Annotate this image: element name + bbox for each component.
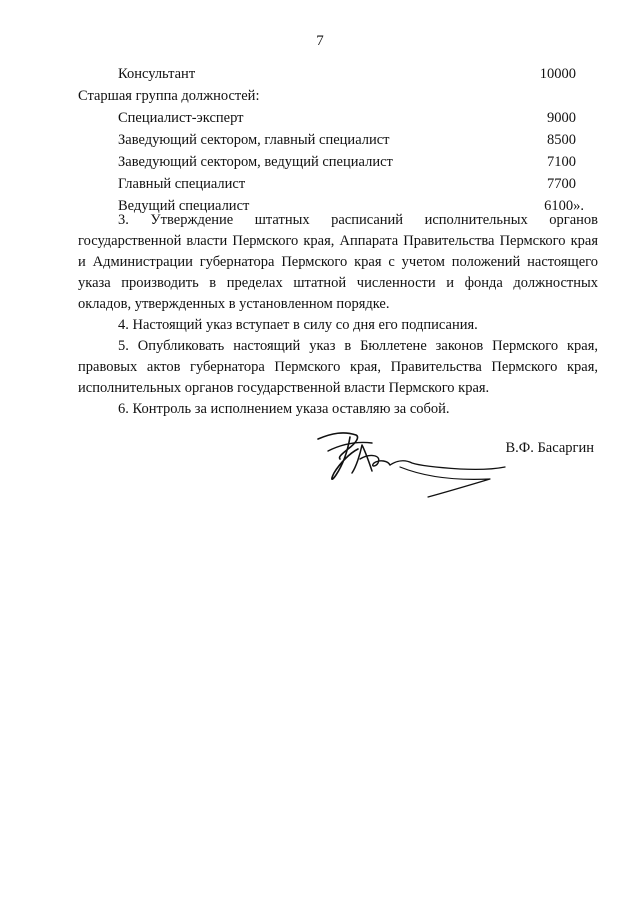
- position-label: Консультант: [118, 66, 196, 82]
- position-salary: 10000: [539, 66, 576, 82]
- position-label: Специалист-эксперт: [118, 110, 244, 126]
- group-heading: Старшая группа должностей:: [78, 88, 260, 104]
- position-salary: 7700: [547, 176, 576, 192]
- position-label: Главный специалист: [118, 176, 246, 192]
- paragraph-3: [78, 210, 598, 315]
- paragraph-text: 5. Опубликовать настоящий указ в Бюллетене законов Пермского края, правовых актов губернатора Пермского края, Правительства Пермского края, исполнительных органов государственной власти Пермского края.: [78, 338, 598, 396]
- table-row: [78, 129, 584, 151]
- group-heading-row: [78, 85, 584, 107]
- handwritten-signature: [300, 423, 510, 503]
- position-salary: 9000: [547, 110, 576, 126]
- salary-table: [78, 63, 584, 217]
- position-label: Ведущий специалист: [118, 198, 250, 214]
- paragraph-text: 6. Контроль за исполнением указа оставляю за собой.: [118, 401, 450, 417]
- position-label: Заведующий сектором, главный специалист: [118, 132, 390, 148]
- page-number: 7: [316, 33, 324, 49]
- position-salary: 7100: [547, 154, 576, 170]
- table-row: [78, 63, 584, 85]
- paragraph-6: [78, 399, 598, 420]
- signer-name: В.Ф. Басаргин: [505, 440, 594, 456]
- position-salary: 6100».: [544, 198, 584, 214]
- paragraph-text: 3. Утверждение штатных расписаний исполнительных органов государственной власти Пермского края, Аппарата Правительства Пермского края и Администрации губернатора Пермского края с учетом положений настоящего указа производить в пределах штатной численности и фонда должностных окладов, утвержденных в установленном порядке.: [78, 212, 598, 312]
- paragraph-text: 4. Настоящий указ вступает в силу со дня его подписания.: [118, 317, 478, 333]
- position-label: Заведующий сектором, ведущий специалист: [118, 154, 393, 170]
- table-row: [78, 173, 584, 195]
- table-row: [78, 151, 584, 173]
- paragraph-5: [78, 336, 598, 399]
- table-row: [78, 107, 584, 129]
- paragraph-4: [78, 315, 598, 336]
- position-salary: 8500: [547, 132, 576, 148]
